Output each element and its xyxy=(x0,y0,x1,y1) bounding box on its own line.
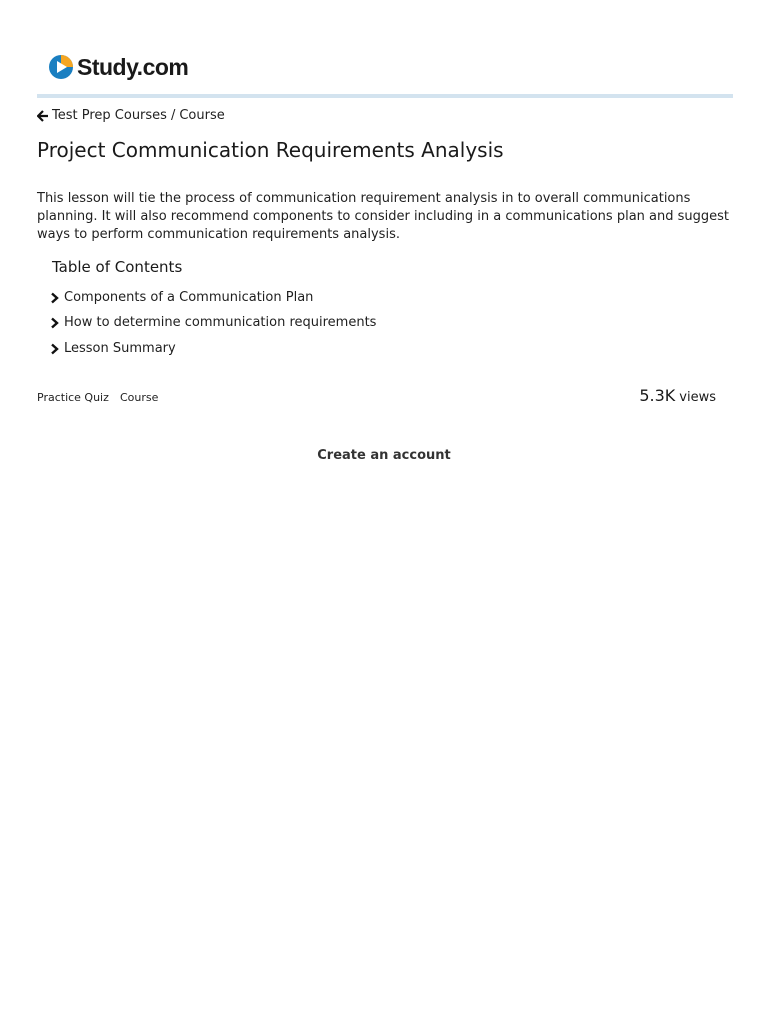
header-divider xyxy=(37,94,733,98)
chevron-right-icon xyxy=(50,292,60,304)
practice-quiz-link[interactable]: Practice Quiz xyxy=(37,391,109,404)
breadcrumb xyxy=(37,106,225,126)
toc-item-label: How to determine communication requirements xyxy=(64,315,377,330)
views-label: views xyxy=(679,390,716,405)
views-number: 5.3K xyxy=(639,386,676,405)
chevron-right-icon xyxy=(50,343,60,355)
toc-item-label: Components of a Communication Plan xyxy=(64,290,314,305)
breadcrumb-separator: / xyxy=(170,108,176,123)
lesson-description: This lesson will tie the process of communication requirement analysis in to overall communications planning. It will also recommend components to consider including in a communications plan and suggest ways to perform communication requirements analysis. xyxy=(37,191,730,242)
page-title: Project Communication Requirements Analysis xyxy=(37,138,504,162)
breadcrumb-test-prep-courses[interactable]: Test Prep Courses xyxy=(52,108,167,123)
toc-item-components[interactable] xyxy=(50,289,313,307)
toc-item-lesson-summary[interactable] xyxy=(50,340,176,358)
arrow-left-icon[interactable] xyxy=(37,110,49,122)
chevron-right-icon xyxy=(50,317,60,329)
study-logo[interactable] xyxy=(48,54,188,80)
toc-heading: Table of Contents xyxy=(52,258,183,276)
toc-item-label: Lesson Summary xyxy=(64,341,176,356)
create-account-button[interactable]: Create an account xyxy=(317,448,451,463)
toc-item-determine-requirements[interactable] xyxy=(50,314,376,332)
play-logo-icon xyxy=(48,54,74,80)
logo-wordmark: Study.com xyxy=(77,54,189,80)
view-count xyxy=(639,386,716,406)
breadcrumb-course[interactable]: Course xyxy=(179,108,225,123)
course-link[interactable]: Course xyxy=(120,391,159,404)
